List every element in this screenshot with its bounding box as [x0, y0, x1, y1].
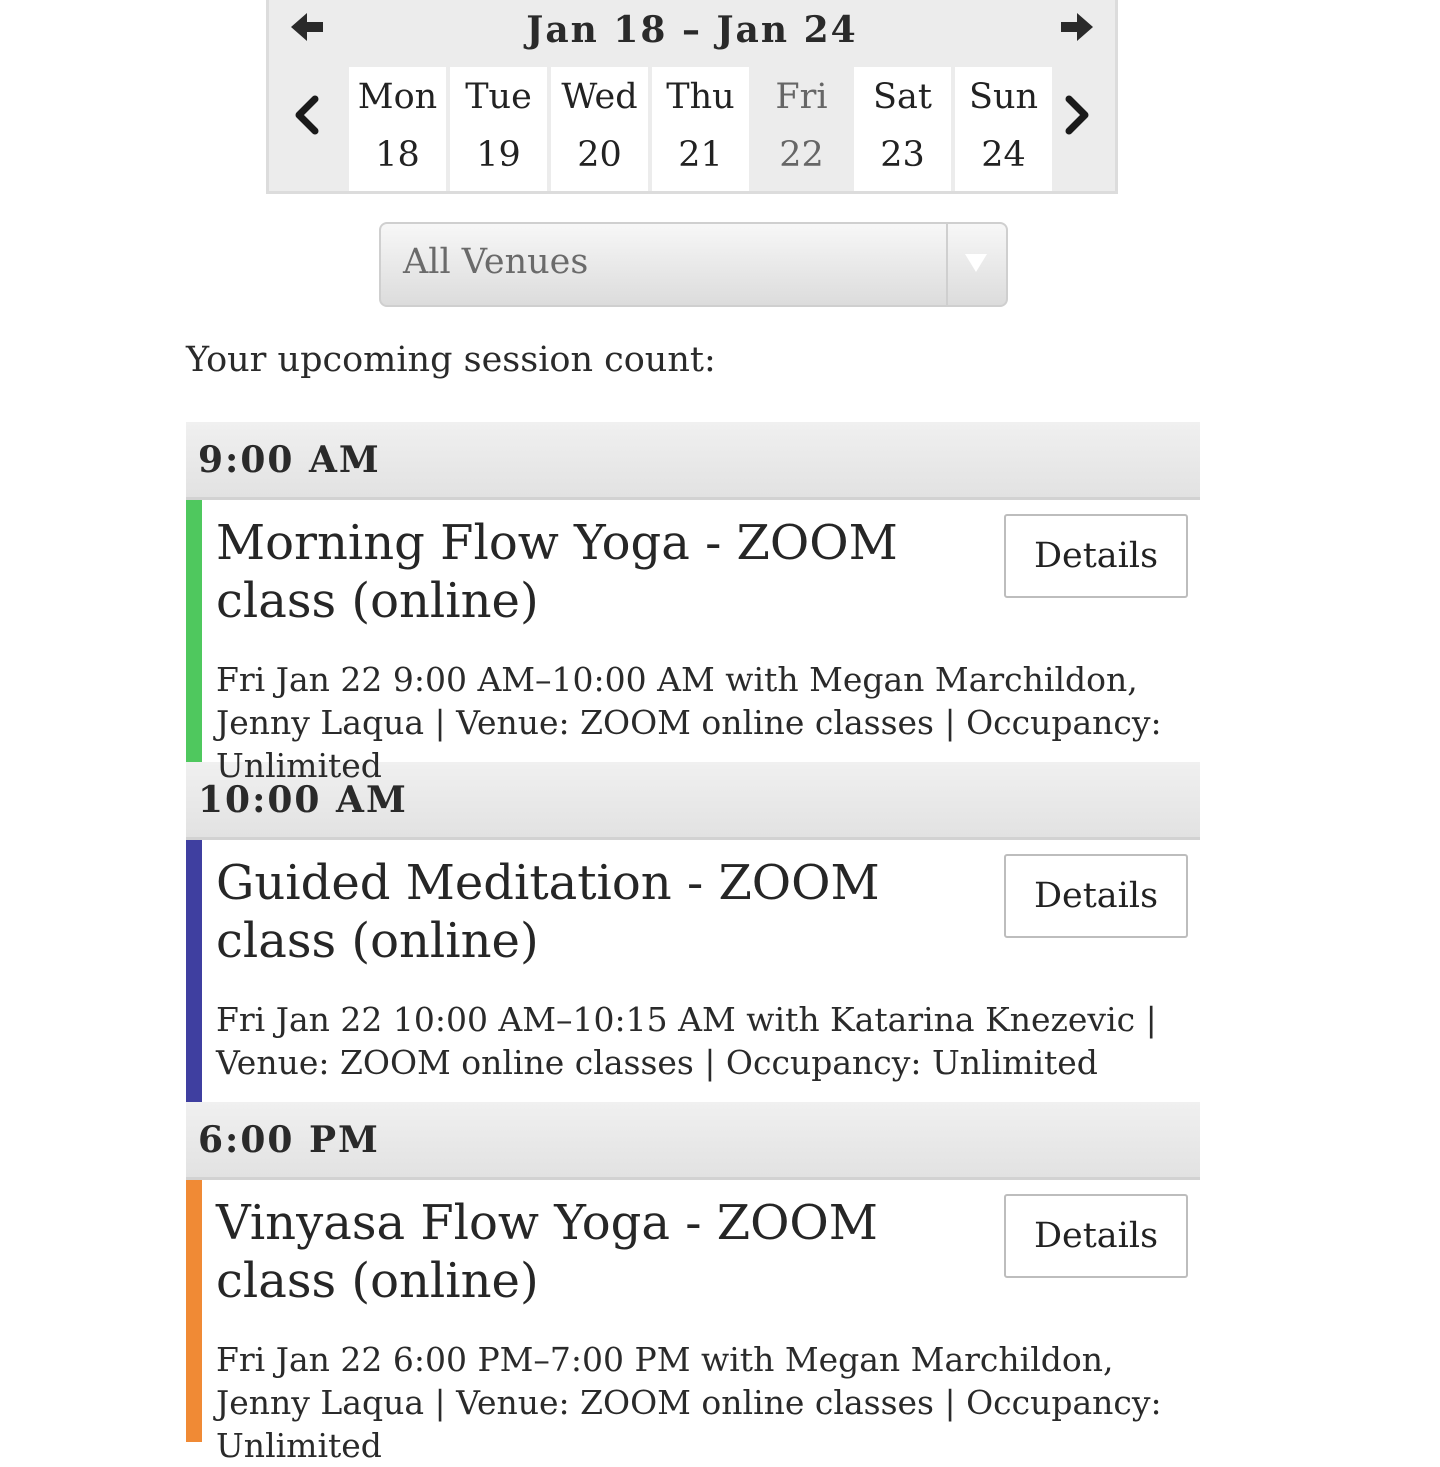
time-header: 10:00 AM: [186, 762, 1200, 840]
day-cell-mon[interactable]: [349, 67, 446, 191]
chevron-left-icon[interactable]: [287, 93, 327, 137]
class-info: Fri Jan 22 6:00 PM–7:00 PM with Megan Marchildon, Jenny Laqua | Venue: ZOOM online classes | Occupancy: Unlimited: [216, 1340, 1162, 1465]
class-title: Vinyasa Flow Yoga - ZOOM class (online): [216, 1195, 878, 1309]
session-count-label: Your upcoming session count:: [186, 340, 716, 380]
chevron-down-icon: [965, 254, 987, 272]
day-date: 20: [577, 135, 622, 175]
class-info: Fri Jan 22 10:00 AM–10:15 AM with Katarina Knezevic | Venue: ZOOM online classes | Occupancy: Unlimited: [216, 1000, 1157, 1082]
day-cell-sun[interactable]: [955, 67, 1052, 191]
day-cell-wed[interactable]: [551, 67, 648, 191]
day-name: Mon: [357, 77, 438, 117]
time-header: 6:00 PM: [186, 1102, 1200, 1180]
day-name: Sun: [968, 77, 1039, 117]
day-strip: [349, 67, 1052, 191]
venue-dropdown-toggle[interactable]: [946, 224, 1006, 305]
day-cell-tue[interactable]: [450, 67, 547, 191]
day-date: 18: [375, 135, 420, 175]
day-name: Tue: [465, 77, 532, 117]
arrow-right-icon[interactable]: [1055, 5, 1099, 49]
day-date: 19: [476, 135, 521, 175]
schedule-list: [186, 422, 1200, 1465]
class-title: Morning Flow Yoga - ZOOM class (online): [216, 515, 898, 629]
day-date: 24: [981, 135, 1026, 175]
class-card: [186, 500, 1200, 785]
day-date: 23: [880, 135, 925, 175]
time-header: 9:00 AM: [186, 422, 1200, 500]
details-button[interactable]: Details: [1004, 514, 1188, 598]
day-name: Sat: [873, 77, 932, 117]
chevron-right-icon[interactable]: [1057, 93, 1097, 137]
class-card: [186, 1180, 1200, 1465]
day-name: Fri: [775, 77, 828, 117]
day-cell-fri[interactable]: [753, 67, 850, 191]
details-button[interactable]: Details: [1004, 1194, 1188, 1278]
class-title: Guided Meditation - ZOOM class (online): [216, 855, 880, 969]
class-info: Fri Jan 22 9:00 AM–10:00 AM with Megan Marchildon, Jenny Laqua | Venue: ZOOM online classes | Occupancy: Unlimited: [216, 660, 1162, 785]
day-date: 21: [678, 135, 723, 175]
week-navigator: [266, 0, 1118, 194]
day-name: Thu: [666, 77, 735, 117]
venue-selected-value: All Venues: [403, 242, 589, 282]
week-range-label: Jan 18 – Jan 24: [526, 9, 858, 51]
class-card: [186, 840, 1200, 1102]
details-button[interactable]: Details: [1004, 854, 1188, 938]
day-date: 22: [779, 135, 824, 175]
day-cell-thu[interactable]: [652, 67, 749, 191]
day-cell-sat[interactable]: [854, 67, 951, 191]
day-name: Wed: [561, 77, 638, 117]
venue-select[interactable]: [379, 222, 1008, 307]
